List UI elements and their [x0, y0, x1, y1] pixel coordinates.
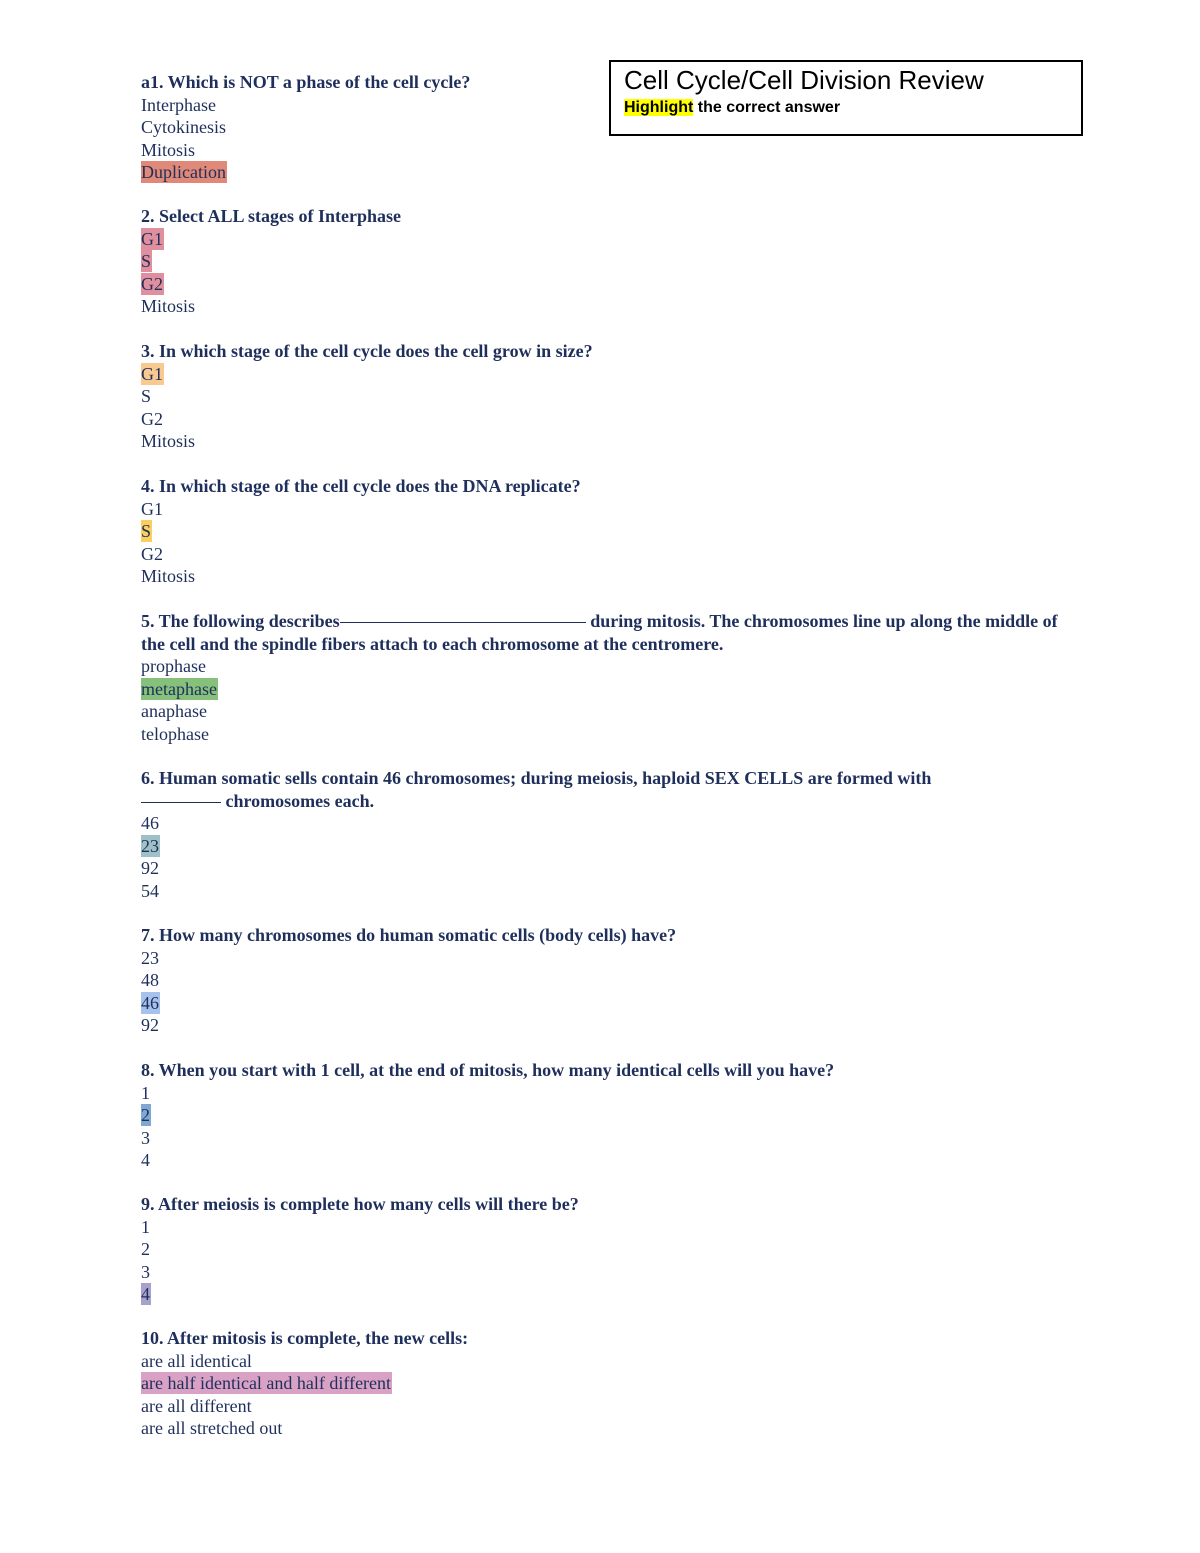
option[interactable]	[141, 700, 1061, 723]
option[interactable]	[141, 543, 1061, 566]
option-label: 92	[141, 1015, 159, 1035]
option-label: 23	[141, 835, 159, 856]
option[interactable]	[141, 1014, 1061, 1037]
question-prompt: 10. After mitosis is complete, the new cells:	[141, 1328, 469, 1348]
option[interactable]	[141, 1395, 1061, 1418]
option-list	[141, 1216, 1061, 1306]
option[interactable]	[141, 1261, 1061, 1284]
option[interactable]	[141, 1216, 1061, 1239]
option-label: Mitosis	[141, 566, 196, 586]
option[interactable]	[141, 295, 1061, 318]
option-highlighted[interactable]	[141, 678, 1061, 701]
option-label: metaphase	[141, 678, 217, 699]
option-highlighted[interactable]	[141, 161, 1061, 184]
option-label: G1	[141, 228, 163, 249]
question-7	[141, 924, 1061, 1037]
option-label: are all different	[141, 1395, 252, 1416]
question-prompt	[141, 610, 1061, 655]
question-10	[141, 1327, 1061, 1440]
question-6	[141, 767, 1061, 902]
option[interactable]	[141, 430, 1061, 453]
prompt-text: 6. Human somatic sells contain 46 chromosomes; during meiosis, haploid SEX CELLS are formed with	[141, 768, 932, 788]
prompt-text: during mitosis. The chromosomes line up along the middle of the cell and the spindle fibers attach to each chromosome at the centromere.	[141, 611, 1058, 654]
option-highlighted[interactable]	[141, 1283, 1061, 1306]
instruction-rest: the correct answer	[693, 99, 841, 116]
option-list	[141, 498, 1061, 588]
option-highlighted[interactable]	[141, 1104, 1061, 1127]
option[interactable]	[141, 723, 1061, 746]
option[interactable]	[141, 969, 1061, 992]
option-label: 1	[141, 1216, 150, 1237]
option[interactable]	[141, 857, 1061, 880]
option-label: 3	[141, 1127, 150, 1148]
option-list	[141, 363, 1061, 453]
question-prompt: a1. Which is NOT a phase of the cell cycle?	[141, 72, 471, 92]
option-label: 3	[141, 1261, 150, 1282]
question-prompt: 4. In which stage of the cell cycle does the DNA replicate?	[141, 476, 581, 496]
option[interactable]	[141, 94, 1061, 117]
option-list	[141, 1082, 1061, 1172]
option-label: are all identical	[141, 1350, 252, 1371]
option-list	[141, 1350, 1061, 1440]
option-label: 92	[141, 858, 159, 878]
option-label: 2	[141, 1239, 150, 1259]
option[interactable]	[141, 1082, 1061, 1105]
option-label: S	[141, 251, 152, 271]
option[interactable]	[141, 116, 1061, 139]
option-label: 23	[141, 947, 159, 968]
option[interactable]	[141, 1417, 1061, 1440]
option-label: prophase	[141, 656, 206, 676]
option[interactable]	[141, 139, 1061, 162]
option-list	[141, 94, 1061, 184]
option[interactable]	[141, 880, 1061, 903]
option[interactable]	[141, 812, 1061, 835]
question-prompt: 3. In which stage of the cell cycle does the cell grow in size?	[141, 341, 593, 361]
option-label: are all stretched out	[141, 1418, 283, 1438]
option[interactable]	[141, 655, 1061, 678]
option[interactable]	[141, 1149, 1061, 1172]
instruction-highlight-word: Highlight	[624, 99, 694, 116]
option-label: Cytokinesis	[141, 117, 227, 137]
option-list	[141, 947, 1061, 1037]
option-label: 1	[141, 1082, 150, 1103]
fill-in-blank	[141, 801, 221, 803]
option-label: G2	[141, 543, 163, 564]
prompt-text: chromosomes each.	[221, 790, 375, 811]
option-highlighted[interactable]	[141, 250, 1061, 273]
question-prompt: 7. How many chromosomes do human somatic cells (body cells) have?	[141, 925, 677, 945]
page-title: Cell Cycle/Cell Division Review	[624, 65, 984, 95]
option-list	[141, 228, 1061, 318]
question-9	[141, 1193, 1061, 1306]
option-label: 46	[141, 813, 159, 833]
option-highlighted[interactable]	[141, 992, 1061, 1015]
question-5	[141, 610, 1061, 745]
option-label: 2	[141, 1105, 150, 1125]
option[interactable]	[141, 1238, 1061, 1261]
option[interactable]	[141, 385, 1061, 408]
option-label: 4	[141, 1150, 150, 1170]
fill-in-blank	[340, 621, 586, 623]
question-prompt: 2. Select ALL stages of Interphase	[141, 206, 401, 226]
question-2	[141, 205, 1061, 318]
option-highlighted[interactable]	[141, 228, 1061, 251]
option-label: are half identical and half different	[141, 1373, 392, 1393]
option-label: G2	[141, 408, 163, 429]
option-label: telophase	[141, 723, 209, 744]
prompt-text: 5. The following describes	[141, 611, 340, 631]
option-label: G1	[141, 363, 163, 384]
option-highlighted[interactable]	[141, 520, 1061, 543]
question-prompt: 9. After meiosis is complete how many cells will there be?	[141, 1194, 579, 1214]
option-label: Duplication	[141, 162, 226, 182]
option-label: G2	[141, 273, 163, 294]
option-label: 54	[141, 880, 159, 901]
option[interactable]	[141, 565, 1061, 588]
option-label: G1	[141, 498, 163, 519]
question-3	[141, 340, 1061, 453]
option-label: S	[141, 386, 152, 406]
option[interactable]	[141, 1350, 1061, 1373]
option-list	[141, 812, 1061, 902]
question-prompt: 8. When you start with 1 cell, at the end of mitosis, how many identical cells will you have?	[141, 1060, 835, 1080]
option-label: 48	[141, 970, 159, 990]
option-label: 4	[141, 1284, 150, 1304]
option[interactable]	[141, 1127, 1061, 1150]
option-highlighted[interactable]	[141, 1372, 1061, 1395]
option[interactable]	[141, 947, 1061, 970]
option-highlighted[interactable]	[141, 363, 1061, 386]
option[interactable]	[141, 408, 1061, 431]
option-highlighted[interactable]	[141, 835, 1061, 858]
option-label: Mitosis	[141, 139, 196, 160]
question-4	[141, 475, 1061, 588]
option-label: 46	[141, 992, 159, 1013]
option[interactable]	[141, 498, 1061, 521]
option-label: Interphase	[141, 94, 216, 115]
option-highlighted[interactable]	[141, 273, 1061, 296]
option-label: Mitosis	[141, 296, 196, 316]
option-label: anaphase	[141, 701, 207, 721]
option-label: Mitosis	[141, 431, 196, 451]
option-label: S	[141, 521, 152, 541]
question-8	[141, 1059, 1061, 1172]
option-list	[141, 655, 1061, 745]
question-prompt	[141, 767, 1061, 812]
question-1	[141, 71, 1061, 184]
